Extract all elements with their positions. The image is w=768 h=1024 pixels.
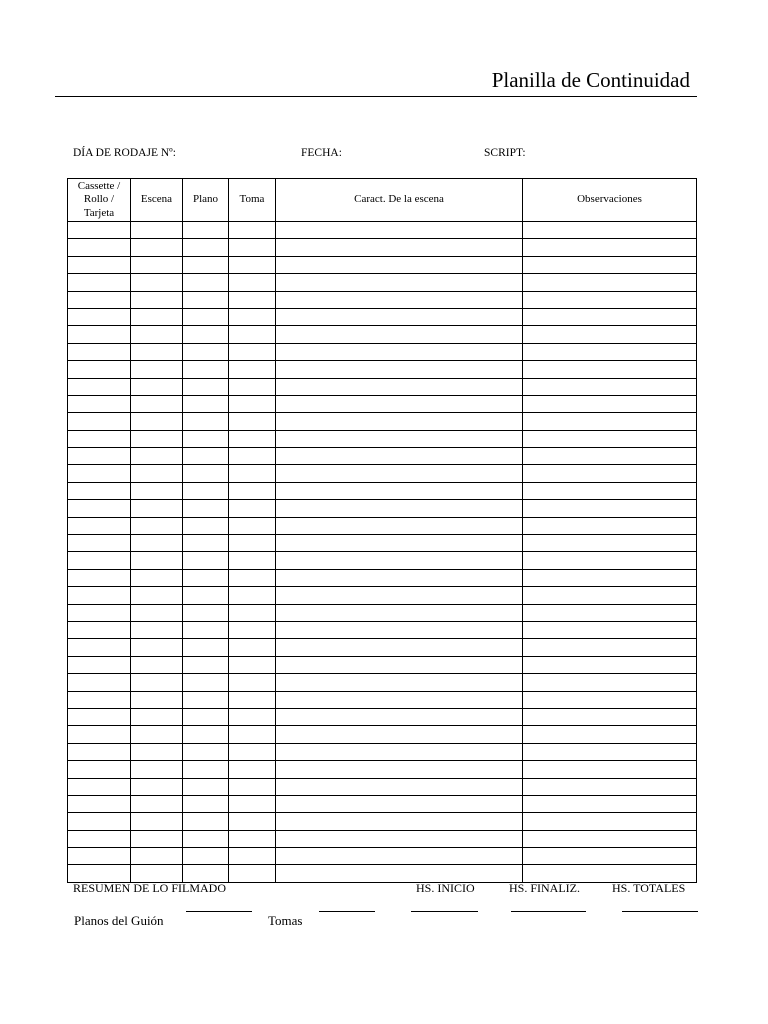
col-header-plano: Plano: [183, 179, 229, 222]
dia-de-rodaje-label: DÍA DE RODAJE Nº:: [73, 147, 176, 159]
table-cell[interactable]: [229, 743, 276, 760]
table-cell[interactable]: [229, 761, 276, 778]
table-cell[interactable]: [131, 395, 183, 412]
table-cell[interactable]: [276, 865, 523, 882]
table-cell[interactable]: [523, 813, 697, 830]
table-cell[interactable]: [229, 413, 276, 430]
table-cell[interactable]: [229, 378, 276, 395]
table-cell[interactable]: [523, 395, 697, 412]
table-cell[interactable]: [183, 569, 229, 586]
table-cell[interactable]: [183, 239, 229, 256]
table-cell[interactable]: [68, 343, 131, 360]
table-cell[interactable]: [229, 222, 276, 239]
table-cell[interactable]: [523, 239, 697, 256]
table-cell[interactable]: [68, 222, 131, 239]
table-row: [68, 482, 697, 499]
table-row: [68, 569, 697, 586]
table-cell[interactable]: [523, 535, 697, 552]
table-row: [68, 448, 697, 465]
table-cell[interactable]: [131, 256, 183, 273]
table-cell[interactable]: [276, 308, 523, 325]
table-cell[interactable]: [229, 621, 276, 638]
col-header-observaciones: Observaciones: [523, 179, 697, 222]
table-cell[interactable]: [183, 865, 229, 882]
table-cell[interactable]: [523, 361, 697, 378]
table-cell[interactable]: [276, 239, 523, 256]
table-cell[interactable]: [68, 726, 131, 743]
table-cell[interactable]: [523, 274, 697, 291]
table-row: [68, 395, 697, 412]
table-cell[interactable]: [229, 552, 276, 569]
table-cell[interactable]: [68, 813, 131, 830]
table-row: [68, 222, 697, 239]
table-cell[interactable]: [68, 361, 131, 378]
table-cell[interactable]: [523, 465, 697, 482]
table-cell[interactable]: [229, 656, 276, 673]
table-cell[interactable]: [183, 795, 229, 812]
table-cell[interactable]: [229, 813, 276, 830]
table-cell[interactable]: [131, 291, 183, 308]
table-cell[interactable]: [523, 587, 697, 604]
table-cell[interactable]: [229, 830, 276, 847]
table-cell[interactable]: [131, 308, 183, 325]
table-cell[interactable]: [229, 708, 276, 725]
table-cell[interactable]: [523, 378, 697, 395]
table-row: [68, 378, 697, 395]
table-cell[interactable]: [131, 830, 183, 847]
table-cell[interactable]: [229, 430, 276, 447]
table-cell[interactable]: [276, 795, 523, 812]
table-row: [68, 813, 697, 830]
table-cell[interactable]: [523, 761, 697, 778]
table-cell[interactable]: [276, 413, 523, 430]
table-cell[interactable]: [131, 761, 183, 778]
table-cell[interactable]: [229, 587, 276, 604]
table-cell[interactable]: [68, 830, 131, 847]
table-cell[interactable]: [131, 639, 183, 656]
table-cell[interactable]: [523, 656, 697, 673]
table-cell[interactable]: [68, 378, 131, 395]
table-cell[interactable]: [131, 865, 183, 882]
table-cell[interactable]: [183, 674, 229, 691]
table-row: [68, 256, 697, 273]
table-cell[interactable]: [523, 430, 697, 447]
table-cell[interactable]: [131, 413, 183, 430]
table-cell[interactable]: [131, 343, 183, 360]
table-row: [68, 761, 697, 778]
page-title: Planilla de Continuidad: [491, 68, 690, 92]
table-row: [68, 413, 697, 430]
table-cell[interactable]: [183, 848, 229, 865]
table-cell[interactable]: [131, 500, 183, 517]
table-cell[interactable]: [68, 239, 131, 256]
table-cell[interactable]: [276, 274, 523, 291]
table-cell[interactable]: [183, 222, 229, 239]
table-row: [68, 274, 697, 291]
table-cell[interactable]: [276, 726, 523, 743]
table-cell[interactable]: [523, 691, 697, 708]
table-cell[interactable]: [183, 535, 229, 552]
table-cell[interactable]: [523, 795, 697, 812]
table-cell[interactable]: [68, 413, 131, 430]
table-cell[interactable]: [68, 465, 131, 482]
table-row: [68, 239, 697, 256]
col-header-cassette: Cassette / Rollo / Tarjeta: [68, 179, 131, 222]
table-row: [68, 848, 697, 865]
table-row: [68, 326, 697, 343]
table-cell[interactable]: [131, 813, 183, 830]
table-cell[interactable]: [131, 326, 183, 343]
table-cell[interactable]: [523, 222, 697, 239]
table-cell[interactable]: [183, 361, 229, 378]
table-cell[interactable]: [183, 430, 229, 447]
table-cell[interactable]: [68, 552, 131, 569]
table-cell[interactable]: [68, 865, 131, 882]
table-cell[interactable]: [276, 691, 523, 708]
col-header-caract: Caract. De la escena: [276, 179, 523, 222]
table-cell[interactable]: [276, 587, 523, 604]
table-row: [68, 517, 697, 534]
table-row: [68, 865, 697, 882]
table-cell[interactable]: [183, 587, 229, 604]
table-cell[interactable]: [131, 587, 183, 604]
table-cell[interactable]: [131, 239, 183, 256]
table-cell[interactable]: [276, 291, 523, 308]
table-cell[interactable]: [68, 708, 131, 725]
table-cell[interactable]: [68, 691, 131, 708]
table-cell[interactable]: [276, 639, 523, 656]
table-cell[interactable]: [229, 395, 276, 412]
table-cell[interactable]: [276, 848, 523, 865]
table-cell[interactable]: [183, 708, 229, 725]
table-cell[interactable]: [131, 465, 183, 482]
table-cell[interactable]: [523, 482, 697, 499]
planos-blank-line[interactable]: [186, 911, 252, 912]
table-cell[interactable]: [131, 726, 183, 743]
table-cell[interactable]: [229, 848, 276, 865]
table-cell[interactable]: [68, 326, 131, 343]
table-cell[interactable]: [131, 708, 183, 725]
table-cell[interactable]: [523, 343, 697, 360]
table-cell[interactable]: [68, 482, 131, 499]
table-cell[interactable]: [131, 274, 183, 291]
table-cell[interactable]: [131, 691, 183, 708]
table-cell[interactable]: [68, 535, 131, 552]
table-cell[interactable]: [183, 761, 229, 778]
table-row: [68, 691, 697, 708]
resumen-label: RESUMEN DE LO FILMADO: [73, 881, 226, 895]
table-cell[interactable]: [131, 535, 183, 552]
table-cell[interactable]: [229, 361, 276, 378]
table-cell[interactable]: [183, 743, 229, 760]
table-cell[interactable]: [68, 743, 131, 760]
hs-totales-label: HS. TOTALES: [612, 881, 686, 895]
table-cell[interactable]: [523, 708, 697, 725]
table-cell[interactable]: [229, 778, 276, 795]
table-cell[interactable]: [276, 830, 523, 847]
table-cell[interactable]: [276, 326, 523, 343]
table-cell[interactable]: [276, 448, 523, 465]
table-cell[interactable]: [131, 448, 183, 465]
table-cell[interactable]: [131, 848, 183, 865]
table-cell[interactable]: [229, 465, 276, 482]
table-cell[interactable]: [131, 552, 183, 569]
title-underline: [55, 96, 697, 97]
table-cell[interactable]: [523, 326, 697, 343]
table-cell[interactable]: [68, 448, 131, 465]
table-row: [68, 639, 697, 656]
table-cell[interactable]: [523, 604, 697, 621]
table-row: [68, 430, 697, 447]
table-cell[interactable]: [68, 848, 131, 865]
continuity-table: [67, 178, 697, 883]
script-label: SCRIPT:: [484, 147, 526, 159]
table-row: [68, 656, 697, 673]
table-cell[interactable]: [68, 795, 131, 812]
table-row: [68, 674, 697, 691]
table-cell[interactable]: [68, 587, 131, 604]
table-cell[interactable]: [183, 517, 229, 534]
table-cell[interactable]: [276, 552, 523, 569]
table-cell[interactable]: [523, 726, 697, 743]
table-cell[interactable]: [183, 395, 229, 412]
table-cell[interactable]: [68, 761, 131, 778]
table-cell[interactable]: [229, 535, 276, 552]
table-cell[interactable]: [523, 865, 697, 882]
table-row: [68, 708, 697, 725]
table-cell[interactable]: [183, 378, 229, 395]
hs-finaliz-label: HS. FINALIZ.: [509, 881, 580, 895]
table-cell[interactable]: [68, 500, 131, 517]
tomas-blank-line[interactable]: [319, 911, 375, 912]
table-cell[interactable]: [68, 621, 131, 638]
table-cell[interactable]: [229, 308, 276, 325]
table-cell[interactable]: [183, 639, 229, 656]
table-cell[interactable]: [68, 256, 131, 273]
table-cell[interactable]: [229, 239, 276, 256]
table-row: [68, 465, 697, 482]
table-cell[interactable]: [183, 448, 229, 465]
table-cell[interactable]: [183, 604, 229, 621]
table-cell[interactable]: [68, 430, 131, 447]
table-row: [68, 778, 697, 795]
table-cell[interactable]: [131, 674, 183, 691]
table-cell[interactable]: [276, 656, 523, 673]
table-cell[interactable]: [229, 795, 276, 812]
table-cell[interactable]: [183, 813, 229, 830]
table-cell[interactable]: [276, 482, 523, 499]
table-cell[interactable]: [183, 621, 229, 638]
table-cell[interactable]: [229, 639, 276, 656]
table-cell[interactable]: [68, 291, 131, 308]
table-cell[interactable]: [183, 343, 229, 360]
table-cell[interactable]: [183, 691, 229, 708]
table-body: [68, 222, 697, 883]
table-cell[interactable]: [229, 326, 276, 343]
table-cell[interactable]: [68, 569, 131, 586]
table-cell[interactable]: [276, 222, 523, 239]
table-cell[interactable]: [523, 743, 697, 760]
hs-totales-blank-line[interactable]: [622, 911, 698, 912]
table-row: [68, 587, 697, 604]
table-cell[interactable]: [523, 639, 697, 656]
table-cell[interactable]: [276, 343, 523, 360]
table-cell[interactable]: [183, 552, 229, 569]
table-cell[interactable]: [131, 222, 183, 239]
table-cell[interactable]: [183, 308, 229, 325]
table-cell[interactable]: [131, 361, 183, 378]
table-cell[interactable]: [183, 482, 229, 499]
table-cell[interactable]: [183, 274, 229, 291]
table-cell[interactable]: [183, 500, 229, 517]
table-cell[interactable]: [68, 517, 131, 534]
table-row: [68, 535, 697, 552]
table-cell[interactable]: [68, 395, 131, 412]
table-cell[interactable]: [131, 743, 183, 760]
table-cell[interactable]: [131, 604, 183, 621]
table-cell[interactable]: [183, 413, 229, 430]
table-cell[interactable]: [229, 343, 276, 360]
table-cell[interactable]: [131, 656, 183, 673]
table-cell[interactable]: [523, 256, 697, 273]
table-cell[interactable]: [229, 604, 276, 621]
table-cell[interactable]: [523, 517, 697, 534]
table-row: [68, 552, 697, 569]
table-row: [68, 743, 697, 760]
table-row: [68, 343, 697, 360]
planos-del-guion-label: Planos del Guión: [74, 913, 164, 928]
table-cell[interactable]: [229, 448, 276, 465]
table-cell[interactable]: [276, 674, 523, 691]
table-cell[interactable]: [68, 656, 131, 673]
table-cell[interactable]: [183, 778, 229, 795]
table-cell[interactable]: [68, 639, 131, 656]
table-cell[interactable]: [183, 291, 229, 308]
table-row: [68, 726, 697, 743]
table-cell[interactable]: [229, 482, 276, 499]
col-header-escena: Escena: [131, 179, 183, 222]
table-cell[interactable]: [523, 778, 697, 795]
table-cell[interactable]: [229, 674, 276, 691]
table-cell[interactable]: [276, 378, 523, 395]
hs-inicio-blank-line[interactable]: [411, 911, 478, 912]
table-header-row: [68, 179, 697, 222]
table-cell[interactable]: [68, 778, 131, 795]
table-row: [68, 500, 697, 517]
table-cell[interactable]: [183, 830, 229, 847]
table-cell[interactable]: [229, 256, 276, 273]
table-cell[interactable]: [276, 743, 523, 760]
table-cell[interactable]: [229, 291, 276, 308]
table-cell[interactable]: [523, 569, 697, 586]
table-cell[interactable]: [276, 621, 523, 638]
table-row: [68, 291, 697, 308]
table-cell[interactable]: [229, 691, 276, 708]
table-cell[interactable]: [183, 326, 229, 343]
table-row: [68, 795, 697, 812]
table-cell[interactable]: [523, 674, 697, 691]
table-cell[interactable]: [523, 848, 697, 865]
table-cell[interactable]: [131, 517, 183, 534]
table-cell[interactable]: [68, 274, 131, 291]
table-cell[interactable]: [131, 569, 183, 586]
table-cell[interactable]: [523, 500, 697, 517]
table-cell[interactable]: [276, 778, 523, 795]
table-cell[interactable]: [523, 552, 697, 569]
table-cell[interactable]: [523, 621, 697, 638]
table-cell[interactable]: [523, 413, 697, 430]
table-cell[interactable]: [523, 291, 697, 308]
table-cell[interactable]: [183, 726, 229, 743]
table-cell[interactable]: [276, 430, 523, 447]
table-row: [68, 604, 697, 621]
table-row: [68, 621, 697, 638]
table-cell[interactable]: [229, 274, 276, 291]
fecha-label: FECHA:: [301, 147, 342, 159]
table-cell[interactable]: [183, 656, 229, 673]
table-cell[interactable]: [276, 604, 523, 621]
table-cell[interactable]: [68, 604, 131, 621]
table-cell[interactable]: [523, 448, 697, 465]
table-cell[interactable]: [229, 500, 276, 517]
table-cell[interactable]: [276, 517, 523, 534]
tomas-label: Tomas: [268, 913, 303, 928]
table-cell[interactable]: [68, 674, 131, 691]
table-cell[interactable]: [131, 795, 183, 812]
table-cell[interactable]: [276, 465, 523, 482]
table-cell[interactable]: [276, 256, 523, 273]
table-cell[interactable]: [229, 865, 276, 882]
table-cell[interactable]: [276, 395, 523, 412]
hs-finaliz-blank-line[interactable]: [511, 911, 586, 912]
table-cell[interactable]: [276, 535, 523, 552]
table-cell[interactable]: [276, 761, 523, 778]
hs-inicio-label: HS. INICIO: [416, 881, 475, 895]
table-cell[interactable]: [276, 569, 523, 586]
table-cell[interactable]: [276, 500, 523, 517]
table-cell[interactable]: [183, 465, 229, 482]
table-cell[interactable]: [131, 378, 183, 395]
table-cell[interactable]: [131, 482, 183, 499]
table-cell[interactable]: [229, 726, 276, 743]
table-row: [68, 830, 697, 847]
table-cell[interactable]: [183, 256, 229, 273]
table-cell[interactable]: [276, 708, 523, 725]
table-cell[interactable]: [229, 569, 276, 586]
table-row: [68, 308, 697, 325]
table-cell[interactable]: [523, 308, 697, 325]
table-cell[interactable]: [229, 517, 276, 534]
table-cell[interactable]: [276, 361, 523, 378]
table-cell[interactable]: [523, 830, 697, 847]
table-cell[interactable]: [68, 308, 131, 325]
col-header-toma: Toma: [229, 179, 276, 222]
table-cell[interactable]: [131, 778, 183, 795]
table-cell[interactable]: [276, 813, 523, 830]
table-cell[interactable]: [131, 621, 183, 638]
table-row: [68, 361, 697, 378]
table-cell[interactable]: [131, 430, 183, 447]
